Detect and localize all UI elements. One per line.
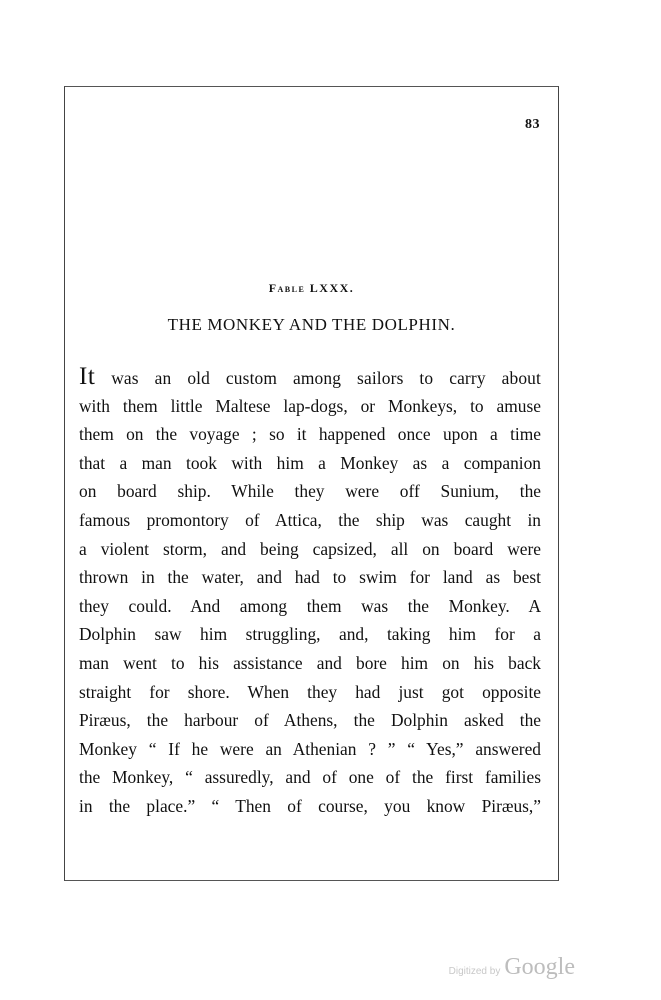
fable-number-heading: Fable LXXX. bbox=[268, 281, 355, 295]
body-line-9: they could. And among them was the Monkey. A bbox=[79, 595, 541, 616]
body-line-1 bbox=[79, 363, 541, 392]
body-line-6: famous promontory of Attica, the ship was caught in bbox=[79, 509, 541, 530]
body-line-7: a violent storm, and being capsized, all on board were bbox=[79, 538, 541, 559]
body-line-13: Piræus, the harbour of Athens, the Dolphin asked the bbox=[79, 710, 541, 731]
dropcap: It bbox=[79, 363, 96, 390]
body-line-14: Monkey “ If he were an Athenian ? ” “ Yes,” answered bbox=[79, 738, 541, 759]
watermark-caption: Digitized by bbox=[448, 966, 501, 977]
fable-title: THE MONKEY AND THE DOLPHIN. bbox=[167, 315, 456, 334]
body-line-15: the Monkey, “ assuredly, and of one of the first families bbox=[79, 767, 541, 788]
google-logo: Google bbox=[504, 954, 575, 980]
body-line-2: with them little Maltese lap-dogs, or Monkeys, to amuse bbox=[79, 395, 541, 416]
body-line-10: Dolphin saw him struggling, and, taking him for a bbox=[79, 624, 541, 645]
digitized-watermark bbox=[449, 954, 575, 981]
body-line-11: man went to his assistance and bore him on his back bbox=[79, 652, 541, 673]
body-line-3: them on the voyage ; so it happened once upon a time bbox=[79, 424, 541, 445]
page-number: 83 bbox=[525, 117, 540, 132]
body-line-1-text: was an old custom among sailors to carry about bbox=[95, 368, 541, 388]
body-line-12: straight for shore. When they had just got opposite bbox=[79, 681, 541, 702]
body-line-4: that a man took with him a Monkey as a companion bbox=[79, 452, 541, 473]
body-line-5: on board ship. While they were off Sunium, the bbox=[79, 481, 541, 502]
fable-body-text bbox=[79, 363, 541, 821]
body-line-16: in the place.” “ Then of course, you know Piræus,” bbox=[79, 795, 541, 816]
page-frame bbox=[64, 86, 559, 881]
body-line-8: thrown in the water, and had to swim for land as best bbox=[79, 567, 541, 588]
